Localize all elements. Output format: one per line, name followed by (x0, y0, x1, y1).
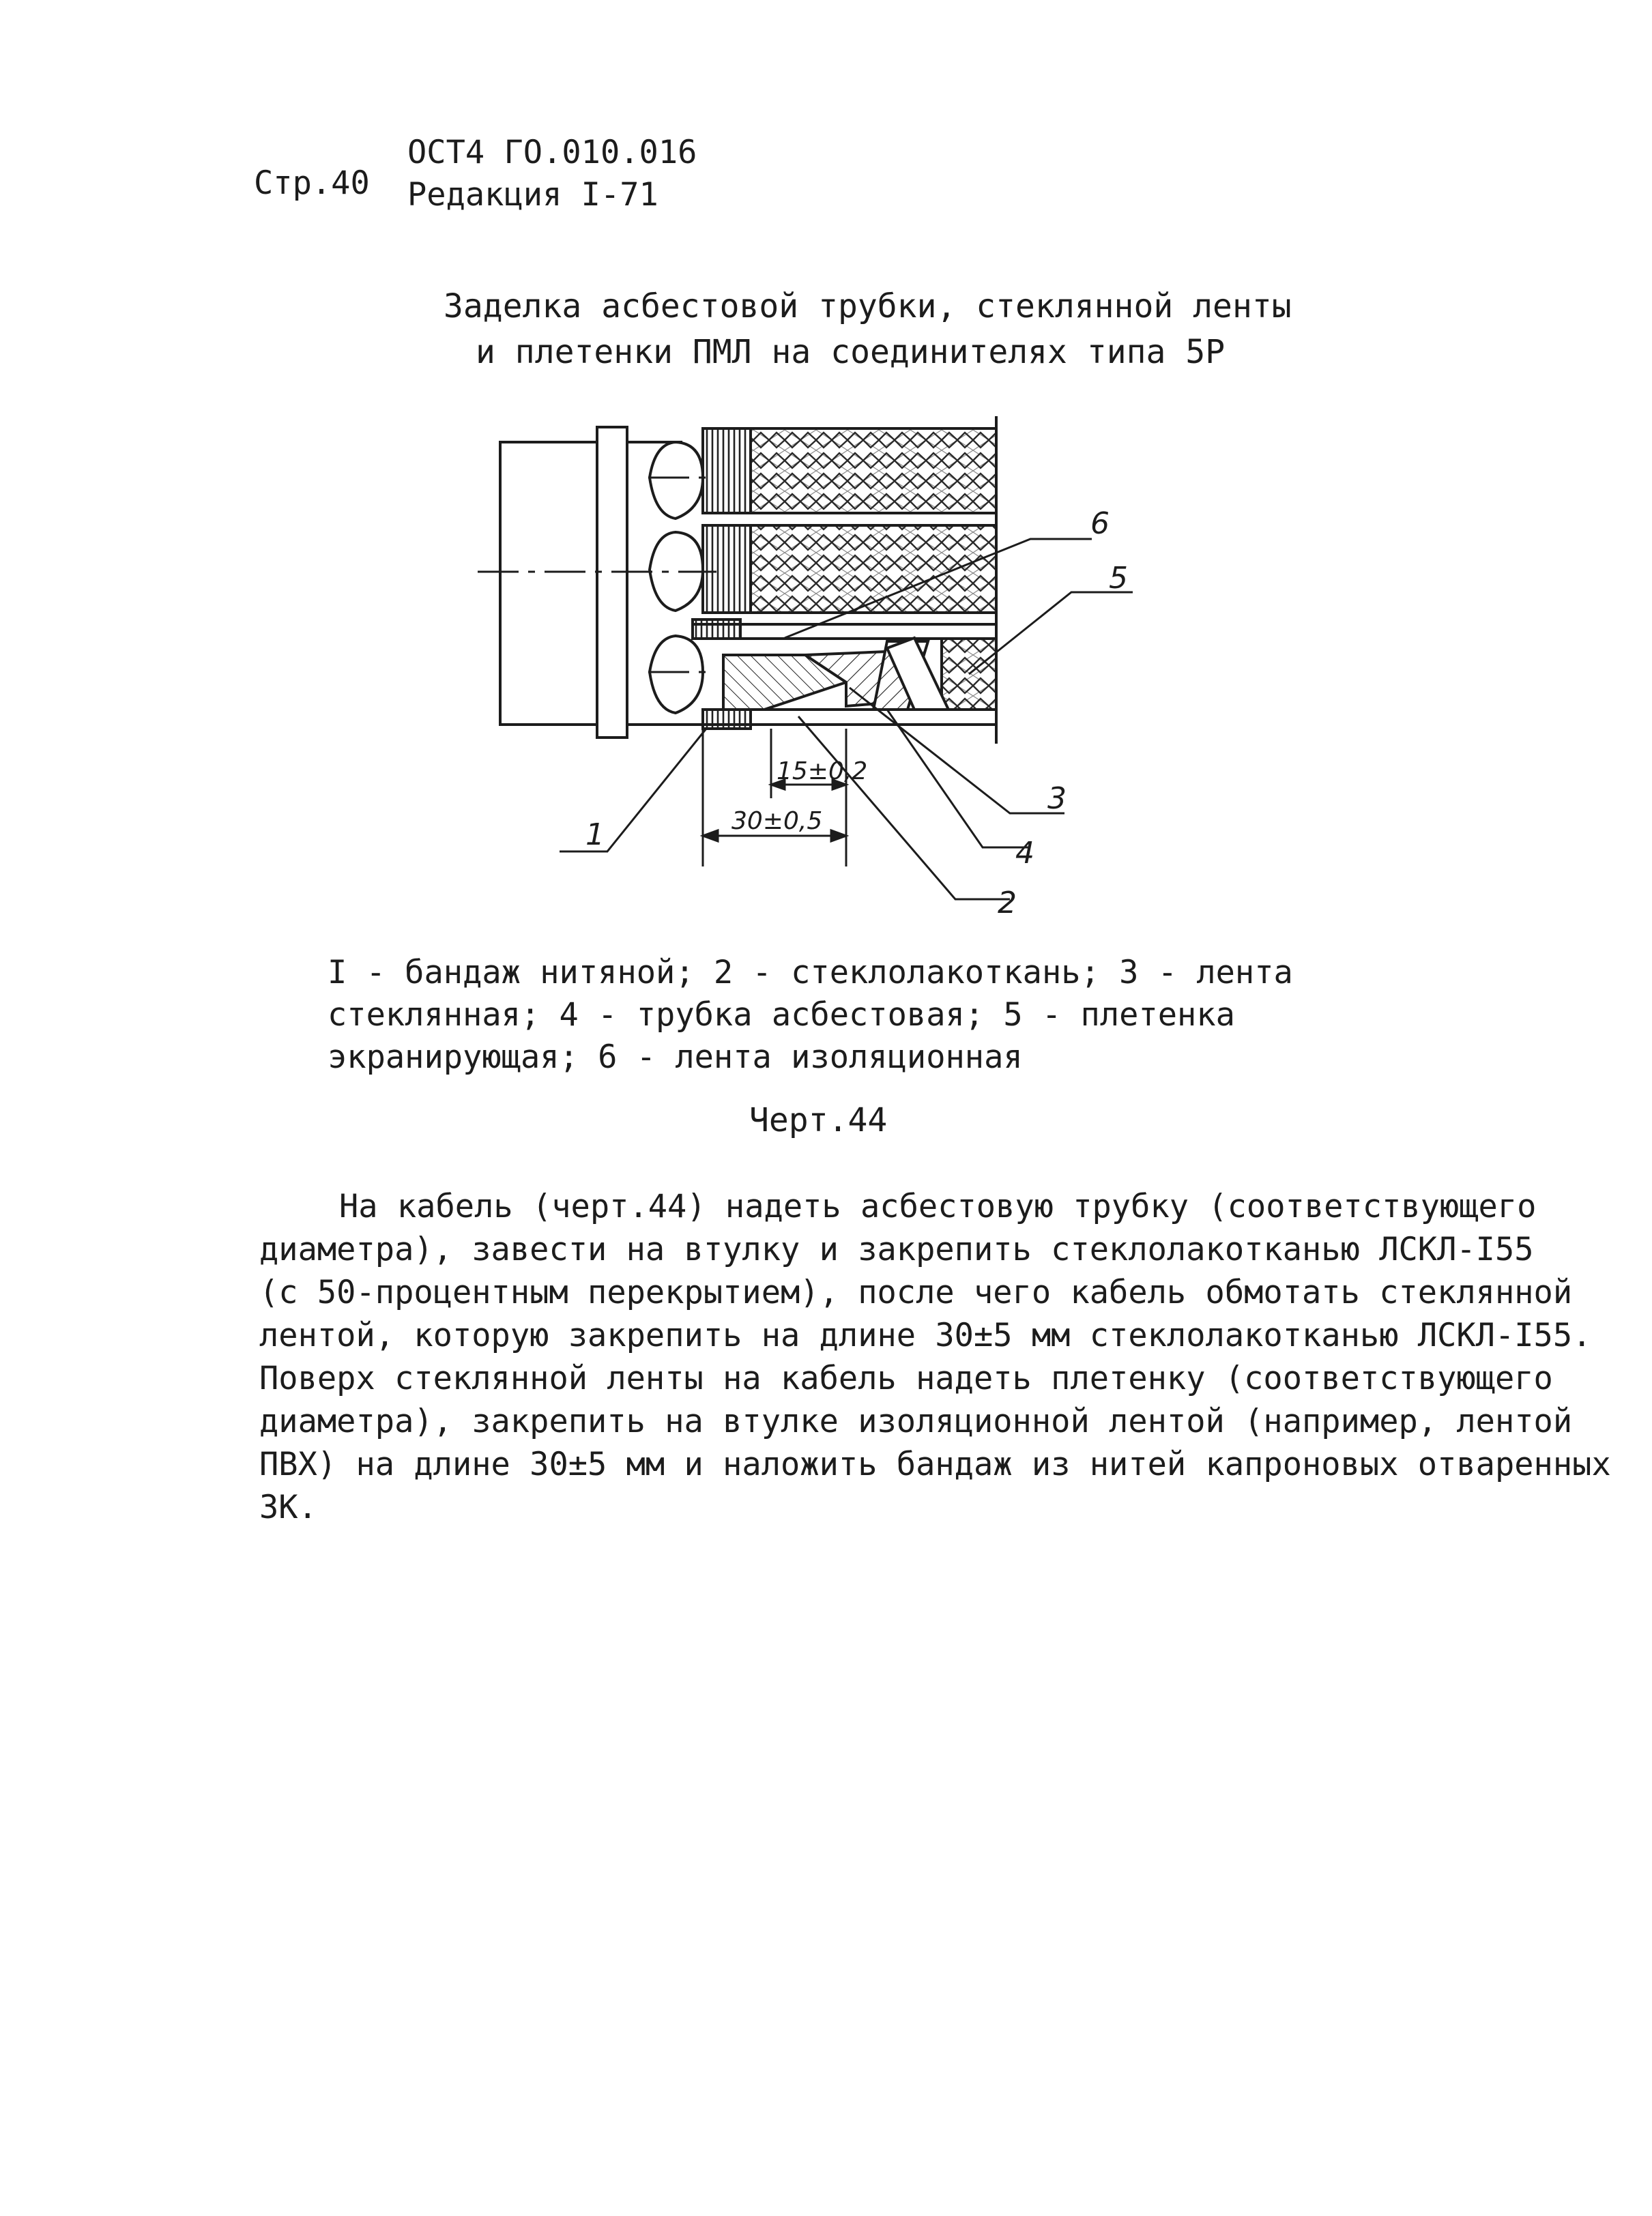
paragraph-line: диаметра), завести на втулку и закрепить стеклолакотканью ЛСКЛ-I55 (259, 1231, 1534, 1268)
paragraph-line: ЗК. (259, 1489, 317, 1526)
legend-line-1: I - бандаж нитяной; 2 - стеклолакоткань; 3 - лента (328, 954, 1293, 991)
paragraph-line: диаметра), закрепить на втулке изоляционной лентой (например, лентой (259, 1403, 1573, 1440)
paragraph-line: лентой, которую закрепить на длине 30±5 мм стеклолакотканью ЛСКЛ-I55. (259, 1317, 1592, 1354)
dimension-15: 15±0,2 (777, 757, 868, 785)
paragraph-line: ПВХ) на длине 30±5 мм и наложить бандаж из нитей капроновых отваренных (259, 1446, 1611, 1483)
callout-6: 6 (1090, 506, 1110, 541)
drawing-title-line-1: Заделка асбестовой трубки, стеклянной ленты (444, 287, 1292, 325)
page-number: Стр.40 (254, 164, 370, 202)
legend-line-3: экранирующая; 6 - лента изоляционная (328, 1038, 1023, 1076)
paragraph-line: На кабель (черт.44) надеть асбестовую трубку (соответствующего (339, 1188, 1537, 1225)
callout-1: 1 (585, 817, 605, 852)
callout-2: 2 (998, 886, 1017, 920)
figure-label: Черт.44 (749, 1101, 888, 1139)
edition-label: Редакция I-71 (407, 176, 658, 214)
callout-5: 5 (1109, 561, 1128, 596)
callout-4: 4 (1015, 836, 1034, 871)
dimension-30: 30±0,5 (731, 807, 823, 835)
paragraph-line: Поверх стеклянной ленты на кабель надеть плетенку (соответствующего (259, 1360, 1553, 1397)
drawing-title-line-2: и плетенки ПМЛ на соединителях типа 5Р (476, 333, 1226, 371)
standard-designation: ОСТ4 ГО.010.016 (407, 134, 697, 171)
paragraph-line: (с 50-процентным перекрытием), после чего кабель обмотать стеклянной (259, 1274, 1573, 1311)
callout-3: 3 (1047, 781, 1067, 816)
legend-line-2: стеклянная; 4 - трубка асбестовая; 5 - плетенка (328, 996, 1235, 1034)
